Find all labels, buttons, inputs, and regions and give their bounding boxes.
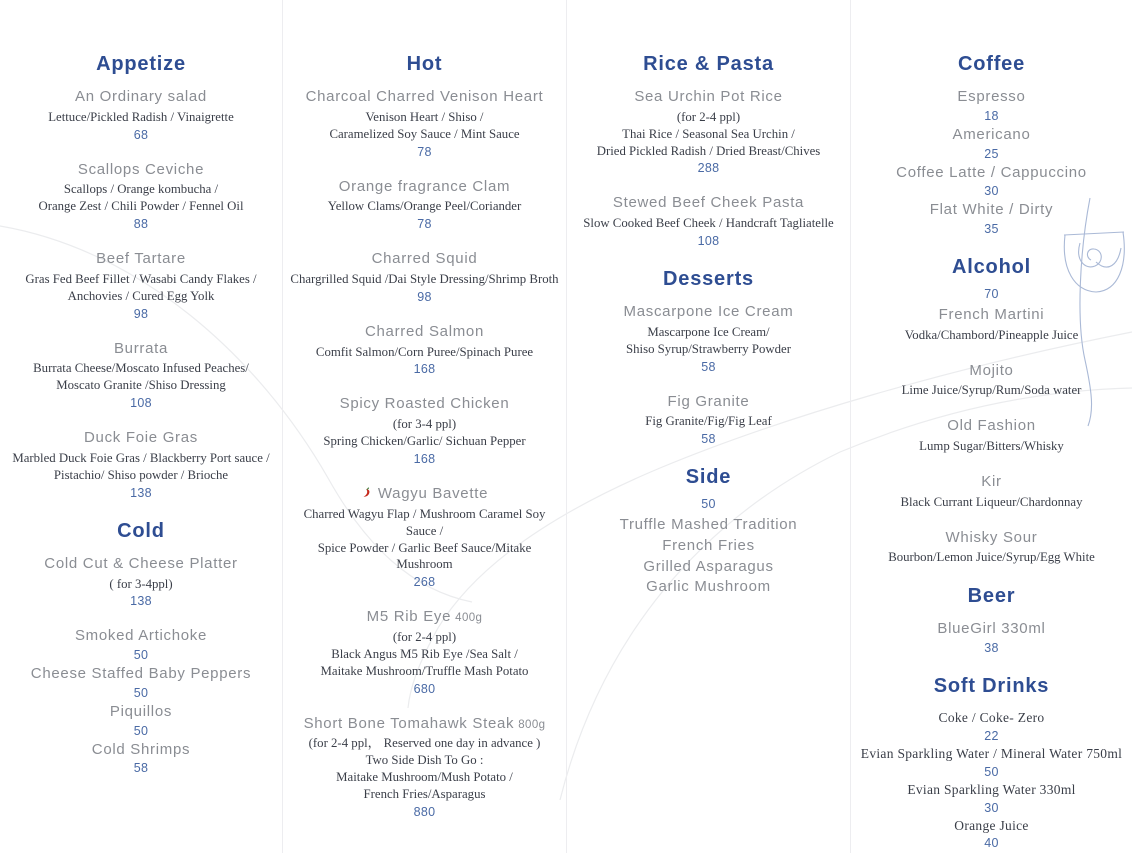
menu-column-2 [283,0,567,853]
menu-section [857,584,1126,656]
item-name-text: Fig Granite [667,392,750,410]
item-name [289,485,560,504]
menu-item [857,306,1126,344]
item-name [573,578,844,597]
menu-item [857,164,1126,200]
item-name-text: An Ordinary salad [75,88,207,105]
menu-item [289,323,560,378]
item-name-text: Orange fragrance Clam [338,177,511,195]
item-name-text: Cold Shrimps [91,740,191,758]
item-name-text: Piquillos [109,702,173,720]
item-price: 50 [133,648,149,663]
menu-section [573,52,844,249]
section-title: Appetize [96,53,186,75]
item-price: 30 [984,184,999,199]
item-name-text: Beef Tartare [96,250,186,268]
item-price: 58 [701,432,716,447]
item-name-text: Duck Foie Gras [84,429,198,447]
item-name [573,516,844,535]
menu-item [857,782,1126,816]
item-name-text: Evian Sparkling Water 330ml [907,781,1076,797]
item-name [857,529,1126,548]
item-detail: Black Currant Liqueur/Chardonnay [900,494,1083,509]
item-name-text: Americano [952,125,1031,143]
menu-section [6,52,276,501]
item-detail: Pistachio/ Shiso powder / Brioche [53,467,229,482]
item-price: 108 [697,234,720,249]
item-detail: Gras Fed Beef Fillet / Wasabi Candy Flakes / [25,271,257,286]
item-name-text: Mascarpone Ice Cream [623,303,794,321]
menu-item [573,393,844,448]
item-price: 35 [984,222,999,236]
item-price: 268 [413,575,436,590]
item-name [6,627,276,646]
item-name-text: Burrata [113,339,169,357]
menu-column-1 [0,0,283,853]
item-name [6,703,276,722]
item-name-text: French Martini [938,306,1045,323]
section-title: Cold [117,519,165,542]
item-price: 138 [130,485,152,500]
menu-item [857,818,1126,852]
item-detail: Mascarpone Ice Cream/ [647,324,770,339]
item-name [857,620,1126,639]
menu-item [6,161,276,233]
item-name-text: Grilled Asparagus [643,557,774,575]
item-detail: Yellow Clams/Orange Peel/Coriander [327,199,522,214]
item-name-text: Charcoal Charred Venison Heart [305,88,544,105]
section-title: Alcohol [952,256,1031,278]
menu-item [6,340,276,412]
item-price: 58 [701,359,716,374]
item-detail: Scallops / Orange kombucha / [63,182,219,197]
item-name-text: Stewed Beef Cheek Pasta [612,194,805,212]
item-detail: Anchovies / Cured Egg Yolk [67,288,215,303]
menu-item [857,201,1126,237]
item-name [857,473,1126,492]
section-title: Hot [406,53,443,75]
menu-item [573,537,844,556]
item-detail: Spring Chicken/Garlic/ Sichuan Pepper [323,434,526,449]
item-detail: Charred Wagyu Flap / Mushroom Caramel Soy Sauce / [303,506,546,538]
item-price: 680 [413,681,436,696]
item-price: 108 [130,396,152,411]
item-detail: Shiso Syrup/Strawberry Powder [626,341,791,356]
item-name [573,88,844,107]
section-title: Desserts [663,268,754,291]
item-name [857,88,1126,107]
menu-item [289,715,560,820]
item-detail: Slow Cooked Beef Cheek / Handcraft Tagliatelle [583,216,834,231]
item-name [6,250,276,269]
item-name [6,161,276,180]
chili-icon [361,486,373,499]
item-detail: (for 2-4 ppl) [392,630,457,645]
item-name [6,429,276,448]
item-detail: Black Angus M5 Rib Eye /Sea Salt / [331,646,518,661]
item-name [289,395,560,414]
item-name-text: Cheese Staffed Baby Peppers [30,665,252,683]
item-detail: Bourbon/Lemon Juice/Syrup/Egg White [888,550,1095,565]
item-name-text: Cold Cut & Cheese Platter [44,554,238,572]
menu-item [573,303,844,375]
menu-item [573,88,844,176]
item-name [857,746,1126,763]
item-name-text: Flat White / Dirty [929,201,1054,219]
item-detail: Chargrilled Squid /Dai Style Dressing/Shrimp Broth [290,271,559,286]
section-price: 70 [984,287,999,301]
item-name-text: French Fries [662,536,755,554]
item-name [6,340,276,359]
item-name-text: Spicy Roasted Chicken [339,395,510,413]
item-name-text: Espresso [957,88,1026,105]
menu-item [573,194,844,249]
menu-item [857,362,1126,400]
item-detail: Orange Zest / Chili Powder / Fennel Oil [38,199,244,214]
item-name [857,417,1126,436]
item-price: 880 [413,805,436,820]
menu-item [6,555,276,610]
item-name [857,818,1126,835]
item-detail: Lump Sugar/Bitters/Whisky [919,439,1064,454]
item-price: 288 [697,161,720,176]
item-name-text: Old Fashion [947,417,1036,435]
menu-item [857,620,1126,656]
item-price: 22 [984,728,999,743]
item-size: 400g [455,612,483,625]
item-name-text: Kir [981,472,1002,490]
item-name [857,782,1126,799]
menu-item [289,88,560,160]
item-price: 98 [417,289,432,304]
item-detail: Venison Heart / Shiso / [365,109,484,124]
item-name [289,323,560,342]
menu-item [6,250,276,322]
menu-column-3 [567,0,851,853]
item-name [6,741,276,760]
item-name [857,201,1126,220]
item-price: 138 [130,594,152,609]
item-name-text: Mojito [969,361,1014,379]
item-name [6,88,276,107]
item-detail: Comfit Salmon/Corn Puree/Spinach Puree [315,344,534,359]
menu-section [857,52,1126,237]
section-price: 50 [701,497,716,512]
item-name-text: Garlic Mushroom [646,578,771,596]
menu-column-4 [851,0,1132,853]
item-detail: Vodka/Chambord/Pineapple Juice [904,327,1079,342]
item-price: 78 [417,217,432,232]
item-price: 50 [133,685,149,700]
menu-item [857,746,1126,780]
menu-item [289,250,560,305]
item-detail: (for 2-4 ppl) [676,109,741,124]
item-price: 168 [413,362,436,377]
menu-item [573,578,844,597]
item-price: 50 [133,723,149,738]
item-name-text: Charred Salmon [364,322,485,340]
section-title: Coffee [957,53,1026,75]
item-name-text: Smoked Artichoke [74,627,208,645]
item-name-text: Charred Squid [371,250,478,268]
item-detail: Dried Pickled Radish / Dried Breast/Chives [596,143,821,158]
item-name [289,250,560,269]
item-price: 18 [984,108,999,123]
item-detail: (for 3-4 ppl) [392,417,457,432]
item-name [573,558,844,577]
item-name [289,608,560,627]
item-detail: Marbled Duck Foie Gras / Blackberry Port sauce / [12,450,270,465]
item-name [573,393,844,412]
item-price: 78 [417,144,432,159]
item-name [289,715,560,734]
item-name-text: BlueGirl 330ml [937,620,1046,638]
item-size: 800g [518,718,546,731]
item-name-text: M5 Rib Eye [366,608,452,626]
item-name [289,88,560,107]
menu-section [573,465,844,597]
section-title: Soft Drinks [933,674,1050,697]
item-price: 88 [133,217,149,232]
item-detail: Caramelized Soy Sauce / Mint Sauce [329,126,520,141]
item-name-text: Coke / Coke- Zero [938,709,1045,725]
item-detail: Lime Juice/Syrup/Rum/Soda water [901,383,1082,398]
item-name [857,306,1126,325]
menu-section [573,267,844,447]
item-name-text: Orange Juice [954,817,1029,833]
item-name [857,710,1126,727]
item-detail: Fig Granite/Fig/Fig Leaf [645,414,772,429]
item-price: 168 [413,451,436,466]
item-price: 68 [133,127,149,142]
item-name [6,555,276,574]
section-title: Beer [967,585,1016,608]
item-detail: Maitake Mushroom/Mush Potato / [336,770,513,785]
item-name [289,178,560,197]
item-detail: Thai Rice / Seasonal Sea Urchin / [622,126,795,141]
section-title: Rice & Pasta [643,53,774,75]
menu-item [6,665,276,701]
item-detail: Two Side Dish To Go : [365,753,484,768]
menu-item [857,473,1126,511]
menu-item [289,485,560,590]
item-price: 40 [984,836,999,851]
item-name-text: Truffle Mashed Tradition [619,516,798,534]
item-name [857,126,1126,145]
menu-section [857,255,1126,566]
item-name [857,362,1126,381]
item-name [6,665,276,684]
menu-item [857,88,1126,124]
section-title: Side [685,466,732,489]
item-name [573,537,844,556]
menu-item [857,126,1126,162]
menu-item [6,741,276,777]
item-detail: Burrata Cheese/Moscato Infused Peaches/ [33,361,249,376]
item-name-text: Sea Urchin Pot Rice [634,88,783,105]
menu-item [6,88,276,143]
item-price: 58 [133,761,149,776]
menu-item [573,516,844,535]
menu-item [857,529,1126,567]
item-detail: (for 2-4 ppl， Reserved one day in advance ) [308,736,541,751]
item-name-text: Scallops Ceviche [77,160,205,178]
menu-item [289,178,560,233]
menu-item [857,417,1126,455]
item-detail: Lettuce/Pickled Radish / Vinaigrette [48,109,234,124]
item-detail: Spice Powder / Garlic Beef Sauce/Mitake Mushroom [317,540,532,572]
menu-item [6,429,276,501]
item-detail: Maitake Mushroom/Truffle Mash Potato [320,663,529,678]
item-name-text: Evian Sparkling Water / Mineral Water 750ml [860,745,1123,761]
item-name-text: Short Bone Tomahawk Steak [303,714,515,732]
item-name-text: Wagyu Bavette [377,484,489,502]
item-price: 30 [984,800,999,815]
item-detail: Moscato Granite /Shiso Dressing [56,378,226,393]
menu-section [857,674,1126,852]
menu-item [289,608,560,696]
item-detail: ( for 3-4ppl) [109,576,173,591]
item-price: 50 [984,764,999,779]
item-price: 25 [984,146,999,161]
item-name [573,303,844,322]
item-name-text: Coffee Latte / Cappuccino [896,163,1087,181]
item-detail: French Fries/Asparagus [363,787,486,802]
menu-item [573,558,844,577]
menu-item [6,627,276,663]
item-name-text: Whisky Sour [945,528,1038,546]
item-name [573,194,844,213]
menu-item [6,703,276,739]
item-price: 98 [133,306,149,321]
menu-section [6,519,276,777]
item-name [857,164,1126,183]
menu-item [857,710,1126,744]
item-price: 38 [984,640,999,655]
menu-item [289,395,560,467]
menu-section [289,52,560,820]
